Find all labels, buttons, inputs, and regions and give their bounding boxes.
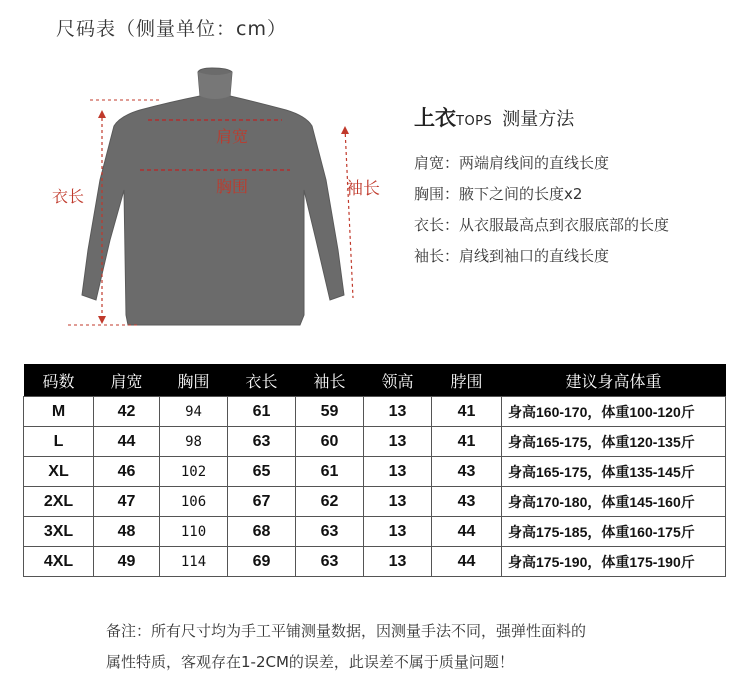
cell-neck: 44 — [432, 517, 502, 547]
cell-recommendation: 身高165-175，体重135-145斤 — [502, 457, 726, 487]
cell-neck: 43 — [432, 457, 502, 487]
header-collar: 领高 — [364, 364, 432, 397]
header-length: 衣长 — [228, 364, 296, 397]
cell-neck: 44 — [432, 547, 502, 577]
table-row — [24, 517, 726, 547]
cell-sleeve: 60 — [296, 427, 364, 457]
cell-sleeve: 59 — [296, 397, 364, 427]
cell-collar: 13 — [364, 517, 432, 547]
header-chest: 胸围 — [160, 364, 228, 397]
cell-size: 2XL — [24, 487, 94, 517]
cell-chest: 106 — [160, 487, 228, 517]
cell-collar: 13 — [364, 547, 432, 577]
cell-chest: 102 — [160, 457, 228, 487]
cell-shoulder: 49 — [94, 547, 160, 577]
cell-shoulder: 48 — [94, 517, 160, 547]
table-row — [24, 457, 726, 487]
header-shoulder: 肩宽 — [94, 364, 160, 397]
shoulder-label: 肩宽 — [216, 127, 249, 146]
garment-diagram — [40, 60, 385, 335]
cell-size: L — [24, 427, 94, 457]
table-row — [24, 397, 726, 427]
method-line-shoulder: 肩宽：两端肩线间的直线长度 — [414, 154, 610, 172]
cell-collar: 13 — [364, 457, 432, 487]
cell-recommendation: 身高160-170，体重100-120斤 — [502, 397, 726, 427]
cell-shoulder: 46 — [94, 457, 160, 487]
method-title-main: 上衣 — [414, 106, 456, 130]
turtleneck-shirt-illustration — [40, 60, 385, 335]
cell-collar: 13 — [364, 397, 432, 427]
method-title-sub: 测量方法 — [502, 109, 575, 130]
cell-collar: 13 — [364, 427, 432, 457]
method-line-sleeve: 袖长：肩线到袖口的直线长度 — [414, 247, 610, 265]
cell-shoulder: 42 — [94, 397, 160, 427]
cell-length: 69 — [228, 547, 296, 577]
cell-neck: 41 — [432, 397, 502, 427]
cell-length: 68 — [228, 517, 296, 547]
cell-length: 65 — [228, 457, 296, 487]
table-row — [24, 547, 726, 577]
method-line-chest: 胸围：腋下之间的长度x2 — [414, 185, 583, 203]
cell-neck: 41 — [432, 427, 502, 457]
table-header-row — [24, 364, 726, 397]
cell-size: 3XL — [24, 517, 94, 547]
cell-collar: 13 — [364, 487, 432, 517]
cell-sleeve: 61 — [296, 457, 364, 487]
cell-chest: 114 — [160, 547, 228, 577]
cell-sleeve: 63 — [296, 517, 364, 547]
length-label: 衣长 — [52, 187, 85, 206]
cell-size: 4XL — [24, 547, 94, 577]
method-title-tops: TOPS — [456, 114, 493, 129]
page-title: 尺码表（侧量单位：cm） — [56, 18, 287, 40]
table-row — [24, 487, 726, 517]
table-row — [24, 427, 726, 457]
header-recommendation: 建议身高体重 — [502, 364, 726, 397]
method-line-length: 衣长：从衣服最高点到衣服底部的长度 — [414, 216, 670, 234]
cell-shoulder: 47 — [94, 487, 160, 517]
cell-length: 61 — [228, 397, 296, 427]
chest-label: 胸围 — [216, 177, 249, 196]
cell-recommendation: 身高175-185，体重160-175斤 — [502, 517, 726, 547]
size-table — [23, 364, 726, 577]
cell-recommendation: 身高170-180，体重145-160斤 — [502, 487, 726, 517]
header-size: 码数 — [24, 364, 94, 397]
cell-size: XL — [24, 457, 94, 487]
note-line-1: 备注：所有尺寸均为手工平铺测量数据，因测量手法不同，强弹性面料的 — [106, 622, 587, 640]
cell-chest: 98 — [160, 427, 228, 457]
cell-sleeve: 62 — [296, 487, 364, 517]
cell-length: 63 — [228, 427, 296, 457]
cell-recommendation: 身高165-175，体重120-135斤 — [502, 427, 726, 457]
cell-length: 67 — [228, 487, 296, 517]
sleeve-label: 袖长 — [346, 179, 380, 199]
method-heading — [414, 102, 574, 132]
header-sleeve: 袖长 — [296, 364, 364, 397]
cell-size: M — [24, 397, 94, 427]
header-neck: 脖围 — [432, 364, 502, 397]
cell-neck: 43 — [432, 487, 502, 517]
cell-shoulder: 44 — [94, 427, 160, 457]
cell-sleeve: 63 — [296, 547, 364, 577]
cell-chest: 110 — [160, 517, 228, 547]
cell-chest: 94 — [160, 397, 228, 427]
note-line-2: 属性特质，客观存在1-2CM的误差，此误差不属于质量问题！ — [106, 653, 514, 671]
cell-recommendation: 身高175-190，体重175-190斤 — [502, 547, 726, 577]
